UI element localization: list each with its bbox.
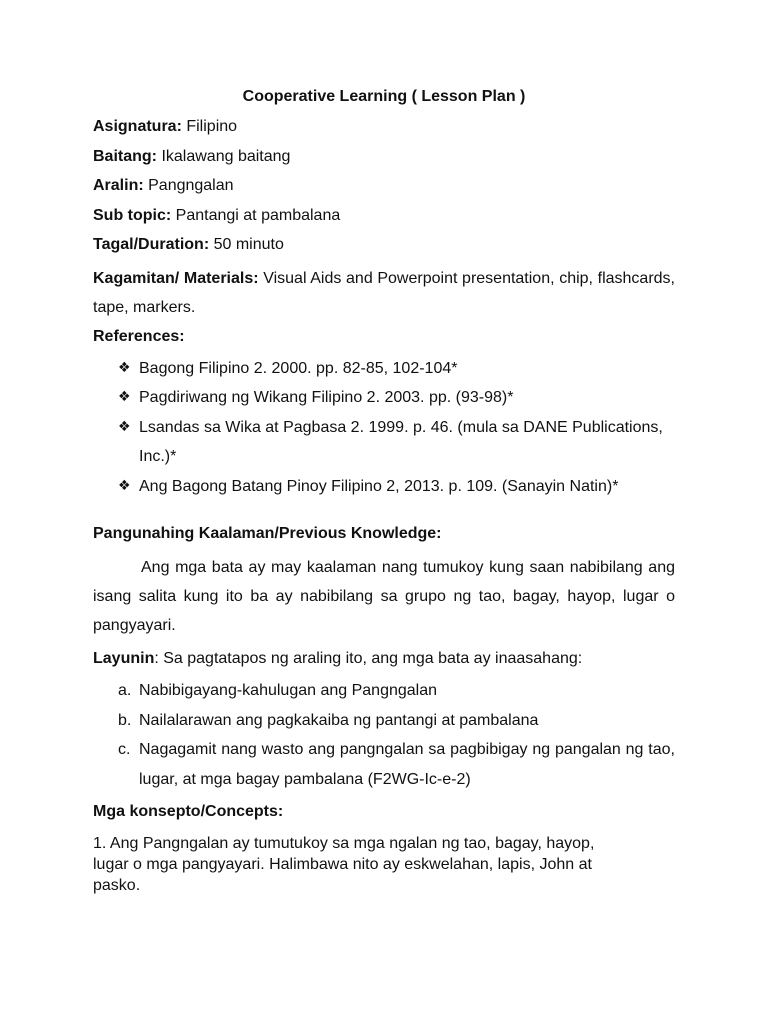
diamond-bullet-icon: ❖ <box>118 389 131 405</box>
field-duration <box>93 234 675 256</box>
diamond-bullet-icon: ❖ <box>118 359 131 376</box>
reference-text: Ang Bagong Batang Pinoy Filipino 2, 2013. p. 109. (Sanayin Natin)* <box>139 477 619 495</box>
field-value: Pantangi at pambalana <box>171 206 341 224</box>
reference-text: Lsandas sa Wika at Pagbasa 2. 1999. p. 46. (mula sa DANE Publications, Inc.)* <box>139 418 663 465</box>
field-value: Filipino <box>181 118 238 135</box>
field-subtopic <box>93 205 675 227</box>
diamond-bullet-icon: ❖ <box>118 477 131 494</box>
list-item <box>118 735 675 794</box>
field-value: 50 minuto <box>209 236 284 253</box>
field-asignatura <box>93 116 675 138</box>
objectives-list <box>93 676 675 794</box>
references-heading: References: <box>93 327 185 345</box>
list-marker: c. <box>118 741 131 758</box>
reference-text: Bagong Filipino 2. 2000. pp. 82-85, 102-104* <box>139 359 458 377</box>
list-item <box>118 676 675 706</box>
field-value: Pangngalan <box>143 177 234 194</box>
layunin-text: : Sa pagtatapos ng araling ito, ang mga bata ay inaasahang: <box>154 650 583 667</box>
layunin-label: Layunin <box>93 650 155 667</box>
field-label: Asignatura: <box>93 118 182 135</box>
field-value: Visual Aids and Powerpoint presentation, chip, flashcards, tape, markers. <box>93 269 675 316</box>
field-baitang <box>93 146 675 168</box>
previous-knowledge-heading: Pangunahing Kaalaman/Previous Knowledge: <box>93 525 442 542</box>
field-materials <box>93 264 675 322</box>
list-item <box>118 354 675 384</box>
field-label: Sub topic: <box>93 206 172 224</box>
lesson-plan-page <box>93 86 675 896</box>
list-item <box>118 706 675 736</box>
field-label: Baitang: <box>93 147 157 165</box>
list-marker: b. <box>118 711 132 729</box>
field-label: Tagal/Duration: <box>93 236 210 253</box>
concept-text: 1. Ang Pangngalan ay tumutukoy sa mga ngalan ng tao, bagay, hayop, lugar o mga pangyayari. Halimbawa nito ay eskwelahan, lapis, John at pasko. <box>93 835 595 894</box>
list-item <box>118 383 675 413</box>
list-item <box>118 413 675 472</box>
layunin-intro <box>93 648 675 670</box>
field-value: Ikalawang baitang <box>157 147 291 165</box>
field-aralin <box>93 175 675 197</box>
objective-text: Nailalarawan ang pagkakaiba ng pantangi at pambalana <box>139 711 539 729</box>
list-marker: a. <box>118 682 132 699</box>
field-label: Kagamitan/ Materials: <box>93 269 259 287</box>
field-label: Aralin: <box>93 177 144 194</box>
objective-text: Nabibigayang-kahulugan ang Pangngalan <box>139 682 438 699</box>
objective-text: Nagagamit nang wasto ang pangngalan sa pagbibigay ng pangalan ng tao, lugar, at mga bagay pambalana (F2WG-Ic-e-2) <box>139 741 675 788</box>
previous-knowledge-text: Ang mga bata ay may kaalaman nang tumukoy kung saan nabibilang ang isang salita kung ito ba ay nabibilang sa grupo ng tao, bagay, hayop, lugar o pangyayari. <box>93 559 675 634</box>
references-list <box>93 354 675 502</box>
concepts-heading: Mga konsepto/Concepts: <box>93 803 284 820</box>
list-item <box>118 472 675 502</box>
diamond-bullet-icon: ❖ <box>118 418 131 435</box>
page-title: Cooperative Learning ( Lesson Plan ) <box>242 88 526 105</box>
reference-text: Pagdiriwang ng Wikang Filipino 2. 2003. pp. (93-98)* <box>139 389 514 406</box>
